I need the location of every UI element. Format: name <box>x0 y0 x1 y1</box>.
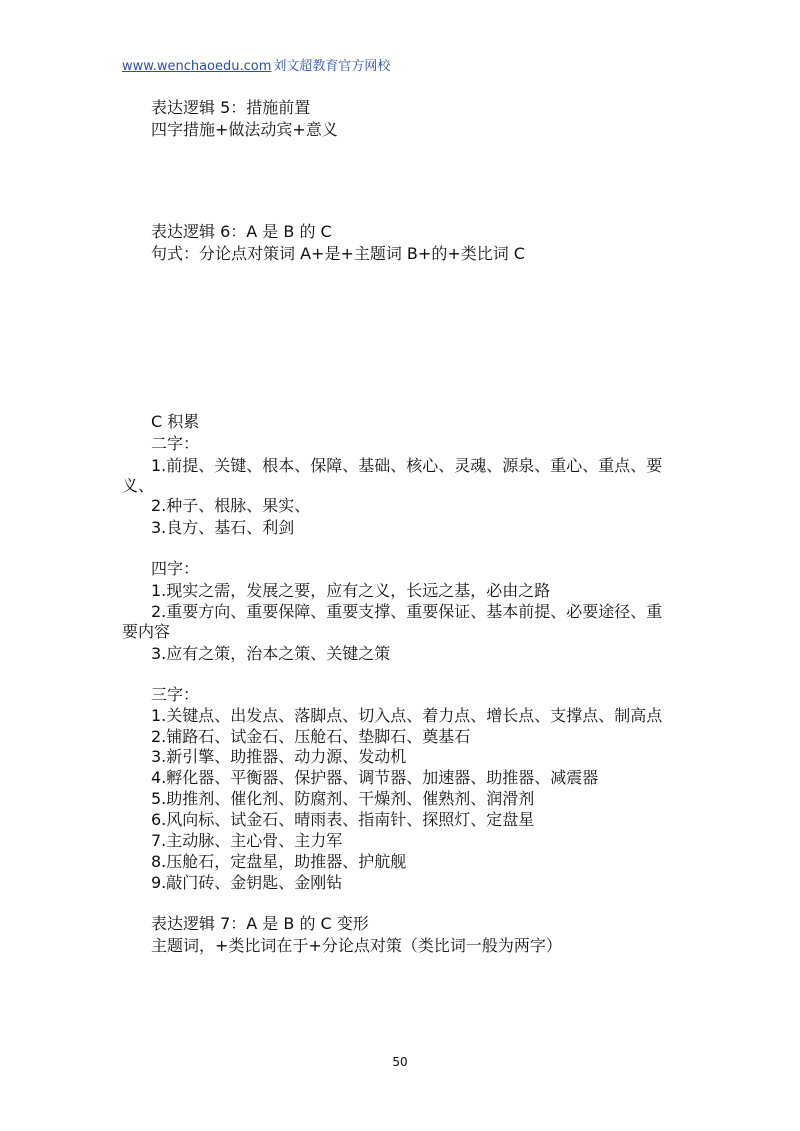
three-char-heading: 三字： <box>151 685 200 704</box>
three-char-item: 7.主动脉、主心骨、主力军 <box>151 831 343 850</box>
three-char-item: 6.风向标、试金石、晴雨表、指南针、探照灯、定盘星 <box>151 810 535 829</box>
four-char-heading: 四字： <box>151 559 200 578</box>
page-number: 50 <box>392 1055 408 1069</box>
three-char-item: 3.新引擎、助推器、动力源、发动机 <box>151 747 407 766</box>
two-char-item-1-cont: 义、 <box>122 476 155 495</box>
three-char-item: 2.铺路石、试金石、压舱石、垫脚石、奠基石 <box>151 727 471 746</box>
two-char-item-1: 1.前提、关键、根本、保障、基础、核心、灵魂、源泉、重心、重点、要 <box>151 456 663 475</box>
logic5-title: 表达逻辑 5：措施前置 <box>151 98 311 117</box>
page-header <box>122 58 390 76</box>
four-char-item-2: 2.重要方向、重要保障、重要支撑、重要保证、基本前提、必要途径、重 <box>151 602 663 621</box>
four-char-item-3: 3.应有之策，治本之策、关键之策 <box>151 644 391 663</box>
three-char-item: 9.敲门砖、金钥匙、金刚钻 <box>151 873 343 892</box>
logic6-formula: 句式：分论点对策词 A+是+主题词 B+的+类比词 C <box>151 244 525 263</box>
organization-name: 刘文超教育官方网校 <box>273 59 391 74</box>
three-char-item: 4.孵化器、平衡器、保护器、调节器、加速器、助推器、减震器 <box>151 768 599 787</box>
two-char-heading: 二字： <box>151 434 200 453</box>
four-char-item-2-cont: 要内容 <box>122 622 171 641</box>
logic6-title: 表达逻辑 6：A 是 B 的 C <box>151 222 332 241</box>
website-link[interactable]: www.wenchaoedu.com <box>122 59 272 74</box>
logic5-formula: 四字措施+做法动宾+意义 <box>151 120 338 139</box>
four-char-item-1: 1.现实之需，发展之要，应有之义，长远之基，必由之路 <box>151 581 551 600</box>
logic7-formula: 主题词，+类比词在于+分论点对策（类比词一般为两字） <box>151 936 562 955</box>
three-char-item: 1.关键点、出发点、落脚点、切入点、着力点、增长点、支撑点、制高点 <box>151 706 663 725</box>
two-char-item-3: 3.良方、基石、利剑 <box>151 518 295 537</box>
two-char-item-2: 2.种子、根脉、果实、 <box>151 496 311 515</box>
three-char-item: 8.压舱石，定盘星，助推器、护航舰 <box>151 852 407 871</box>
logic7-title: 表达逻辑 7：A 是 B 的 C 变形 <box>151 914 369 933</box>
three-char-item: 5.助推剂、催化剂、防腐剂、干燥剂、催熟剂、润滑剂 <box>151 789 535 808</box>
accumulation-title: C 积累 <box>151 412 200 431</box>
